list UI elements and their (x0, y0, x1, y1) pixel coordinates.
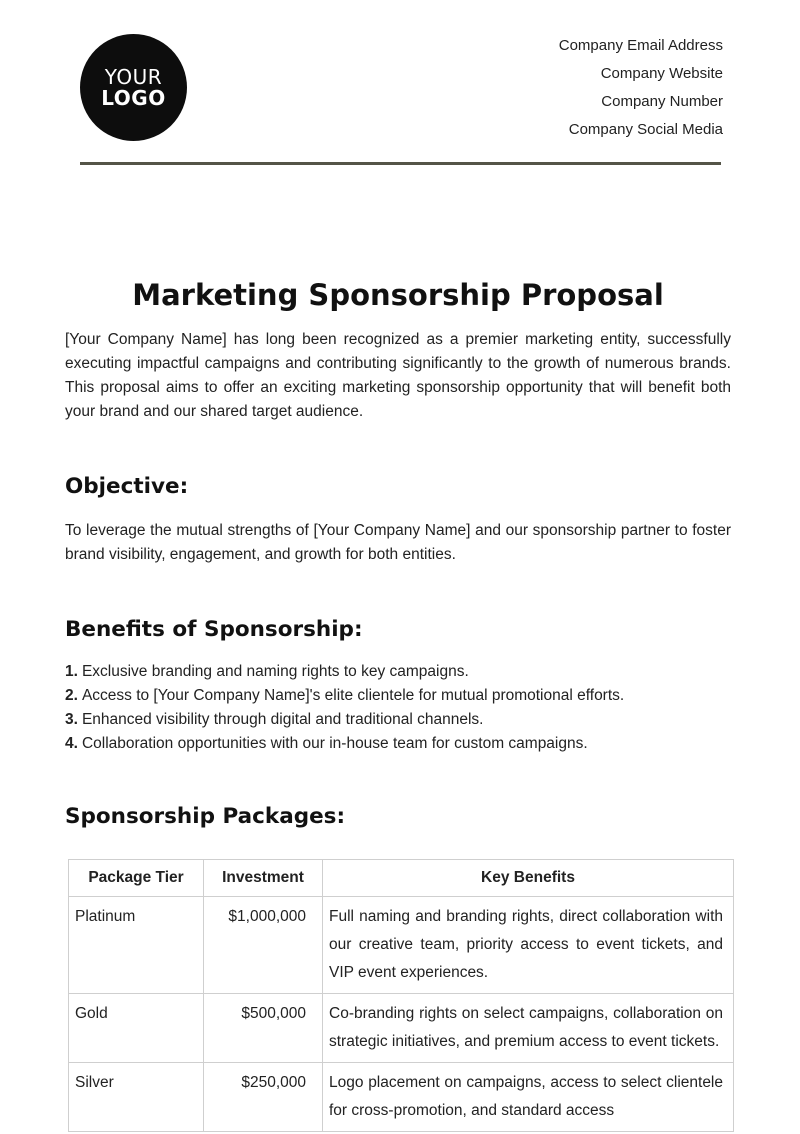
list-item-number: 4. (65, 735, 78, 752)
contact-social-media: Company Social Media (568, 121, 723, 138)
benefits-heading: Benefits of Sponsorship: (65, 617, 363, 642)
list-item-text: Enhanced visibility through digital and traditional channels. (81, 711, 484, 728)
benefits-list (65, 660, 731, 756)
logo-text-line1: YOUR (104, 64, 163, 89)
table-row (69, 994, 734, 1063)
list-item-text: Collaboration opportunities with our in-house team for custom campaigns. (81, 735, 588, 752)
header-divider (80, 162, 721, 165)
cell-benefits: Co-branding rights on select campaigns, collaboration on strategic initiatives, and premium access to event tickets. (323, 994, 734, 1063)
cell-tier: Gold (69, 994, 204, 1063)
table-row (69, 897, 734, 994)
contact-email: Company Email Address (558, 37, 723, 54)
column-header-investment: Investment (204, 860, 323, 897)
document-body (65, 278, 731, 1132)
list-item (65, 684, 731, 708)
list-item-number: 3. (65, 711, 78, 728)
contact-website: Company Website (600, 65, 723, 82)
cell-tier: Silver (69, 1063, 204, 1132)
cell-benefits: Full naming and branding rights, direct collaboration with our creative team, priority access to event tickets, and VIP event experiences. (323, 897, 734, 994)
list-item-text: Exclusive branding and naming rights to key campaigns. (81, 663, 469, 680)
page-title: Marketing Sponsorship Proposal (132, 278, 664, 312)
company-logo (80, 34, 187, 141)
contact-number: Company Number (601, 93, 723, 110)
logo-text-line2: LOGO (101, 85, 166, 110)
list-item (65, 708, 731, 732)
list-item (65, 732, 731, 756)
cell-benefits: Logo placement on campaigns, access to select clientele for cross-promotion, and standard access (323, 1063, 734, 1132)
list-item-text: Access to [Your Company Name]'s elite clientele for mutual promotional efforts. (81, 687, 625, 704)
cell-investment: $250,000 (204, 1063, 323, 1132)
objective-paragraph: To leverage the mutual strengths of [Your Company Name] and our sponsorship partner to foster brand visibility, engagement, and growth for both entities. (65, 522, 731, 563)
column-header-benefits: Key Benefits (323, 860, 734, 897)
list-item (65, 660, 731, 684)
objective-heading: Objective: (65, 474, 189, 499)
packages-table (68, 859, 734, 1132)
packages-heading: Sponsorship Packages: (65, 804, 346, 829)
table-header-row (69, 860, 734, 897)
column-header-tier: Package Tier (69, 860, 204, 897)
list-item-number: 1. (65, 663, 78, 680)
cell-investment: $500,000 (204, 994, 323, 1063)
list-item-number: 2. (65, 687, 78, 704)
intro-paragraph: [Your Company Name] has long been recognized as a premier marketing entity, successfully executing impactful campaigns and contributing significantly to the growth of numerous brands. This proposal aims to offer an exciting marketing sponsorship opportunity that will benefit both your brand and our shared target audience. (65, 331, 731, 420)
cell-tier: Platinum (69, 897, 204, 994)
contact-block (559, 36, 723, 148)
cell-investment: $1,000,000 (204, 897, 323, 994)
table-row (69, 1063, 734, 1132)
